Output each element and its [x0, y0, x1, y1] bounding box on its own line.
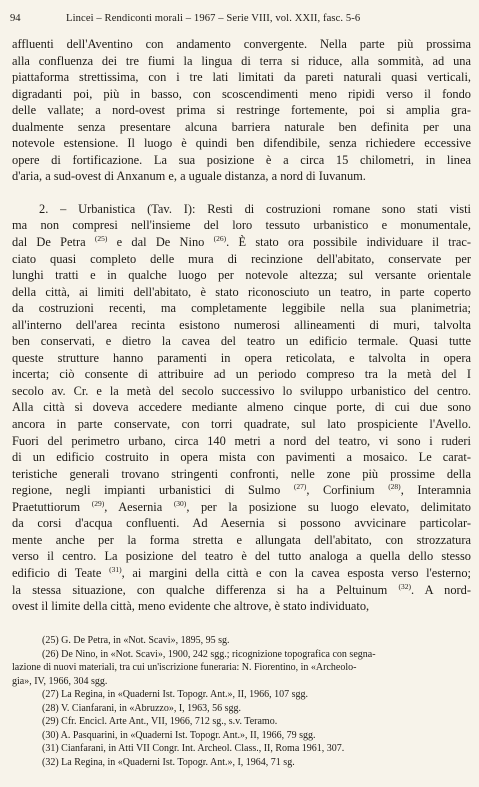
text-line	[12, 416, 471, 433]
footnote-reference: (26)	[213, 234, 227, 243]
text-line	[12, 399, 471, 416]
page-number: 94	[10, 13, 21, 24]
text-run: ovest il limite della città, meno evidente che altrove, è stato individuato,	[12, 599, 370, 614]
text-line	[12, 582, 471, 599]
text-run: 2. – Urbanistica (Tav. I): Resti di costruzioni romane sono stati visti	[39, 201, 471, 216]
text-line: affluenti dell'Aventino con andamento convergente. Nella parte più prossima	[12, 37, 471, 51]
footnote-line: (29) Cfr. Encicl. Arte Ant., VII, 1966, 712 sg., s.v. Teramo.	[42, 716, 278, 728]
text-run: Fuori del perimetro urbano, circa 140 metri a nord del teatro, vi sono i ruderi	[12, 433, 471, 448]
text-line	[12, 267, 471, 284]
text-run: Alla città si doveva accedere mediante almeno cinque porte, di cui due sono	[12, 400, 471, 415]
text-run: . È stato ora possibile individuare il trac-	[226, 235, 471, 250]
text-run: edificio di Teate	[12, 565, 110, 580]
text-line	[12, 548, 471, 565]
footnote-reference: (25)	[94, 234, 108, 243]
running-title: Lincei – Rendiconti morali – 1967 – Serie VIII, vol. XXII, fasc. 5-6	[66, 13, 361, 24]
text-line	[12, 499, 471, 516]
text-line	[12, 515, 471, 532]
text-run: teristiche generali trovano stringenti confronti, nelle zone più prossime della	[12, 466, 471, 481]
running-header	[10, 13, 472, 27]
text-line	[12, 251, 471, 268]
text-run: ben conservati, e dietro la cavea del teatro un edificio termale. Quasi tutte	[12, 334, 471, 349]
footnote-reference: (31)	[109, 564, 122, 574]
footnote-line: (25) G. De Petra, in «Not. Scavi», 1895, 95 sg.	[42, 635, 230, 646]
text-run: ciato quasi completo delle mura di recinzione dell'abitato, conservate per	[12, 251, 471, 266]
body-text	[12, 36, 471, 615]
text-line	[12, 433, 471, 450]
text-line: digradanti poi, più in basso, con scoscendimenti meno ripidi verso il fondo	[12, 86, 471, 101]
text-line	[12, 482, 471, 499]
footnote-reference: (28)	[388, 482, 401, 492]
footnotes	[12, 634, 471, 769]
text-line: notevole estensione. Il luogo è quindi ben difendibile, senza richiedere eccessive	[12, 136, 471, 151]
text-line	[12, 449, 471, 466]
footnote-line: lazione di nuovi materiali, tra cui un'iscrizione funeraria: N. Fiorentino, in «Archeolo-	[12, 662, 357, 674]
text-line	[12, 217, 471, 234]
text-run: incerta; ciò consente di attribuire ad un periodo compreso tra la metà del I	[12, 367, 471, 382]
text-line: d'aria, a sud-ovest di Anxanum e, a uguale distanza, a nord di Iuvanum.	[12, 169, 366, 184]
text-line	[12, 201, 471, 218]
text-run: di un edificio costruito in opera mista con pavimenti a mosaico. Le carat-	[12, 450, 471, 465]
text-line	[12, 532, 471, 549]
footnote-line: (26) De Nino, in «Not. Scavi», 1900, 242 sgg.; ricognizione topografica con segna-	[42, 648, 376, 660]
text-line: dualmente senza presentare alcuna barriera naturale ben definita per una	[12, 119, 471, 134]
text-run: , ai margini della città e con la cavea esposta verso l'esterno;	[121, 565, 471, 580]
text-line	[12, 565, 471, 582]
text-run: della città, ai limiti dell'abitato, è stato riconosciuto un teatro, in parte coperto	[12, 284, 471, 299]
footnote-reference: (29)	[91, 498, 105, 508]
text-run: e dal De Nino	[107, 235, 214, 250]
text-run: lunghi tratti e in qualche luogo per notevole altezza; sul versante orientale	[12, 268, 471, 283]
text-line	[12, 333, 471, 350]
text-run: , Interamnia	[400, 483, 471, 498]
footnote-line: (32) La Regina, in «Quaderni Ist. Topogr. Ant.», I, 1964, 71 sg.	[42, 756, 295, 768]
footnote-reference: (27)	[293, 482, 307, 492]
footnote-reference: (30)	[173, 498, 187, 508]
text-run: all'interno dell'area recinta esistono numerosi allineamenti di muri, talvolta	[12, 317, 471, 332]
paragraph-gap	[12, 185, 471, 201]
text-line: piattaforma strettissima, con i tre lati limitati da pareti naturali quasi verticali,	[12, 70, 471, 85]
text-line	[12, 598, 471, 615]
text-run: . A nord-	[410, 582, 471, 597]
text-line	[12, 383, 471, 400]
footnote-reference: (32)	[398, 581, 411, 591]
text-run: Praetuttiorum	[12, 499, 92, 514]
text-run: regione, negli impianti urbanistici di Sulmo	[12, 483, 294, 498]
text-line	[12, 466, 471, 483]
text-line: alla confluenza dei tre fiumi la lingua di terra si riduce, alla sommità, ad una	[12, 53, 471, 68]
text-run: la stessa situazione, con qualche differenza si ha a Peltuinum	[12, 582, 399, 597]
text-run: ma non compresi nell'insieme del loro tessuto urbanistico e monumentale,	[12, 218, 471, 233]
text-run: secolo av. Cr. e la metà del secolo successivo lo sviluppo urbanistico del centro.	[12, 383, 471, 398]
footnote-line: (31) Cianfarani, in Atti VII Congr. Int. Archeol. Class., II, Roma 1961, 307.	[42, 743, 345, 755]
text-run: mente anche per la forma stretta e allungata dell'abitato, con strozzatura	[12, 532, 471, 547]
footnote-line: gia», IV, 1966, 304 sgg.	[12, 675, 108, 687]
text-line	[12, 234, 471, 251]
text-run: dal De Petra	[12, 235, 95, 250]
text-run: queste strutture hanno paramenti in opera reticolata, e talvolta in opera	[12, 350, 471, 365]
paragraph-1	[12, 36, 471, 185]
text-line	[12, 300, 471, 317]
text-run: verso il centro. La posizione del teatro è del tutto analoga a quella dello stesso	[12, 549, 471, 564]
text-run: da costruzioni recenti, ma completamente leggibile nella sua planimetria;	[12, 301, 471, 316]
footnote-line: (27) La Regina, in «Quaderni Ist. Topogr. Ant.», II, 1966, 107 sgg.	[42, 689, 309, 701]
footnote-line: (28) V. Cianfarani, in «Abruzzo», I, 1963, 56 sgg.	[42, 702, 242, 714]
text-line: opere di fortificazione. La sua posizione è a circa 15 chilometri, in linea	[12, 152, 471, 167]
paragraph-2	[12, 201, 471, 615]
footnote-line: (30) A. Pasquarini, in «Quaderni Ist. Topogr. Ant.», II, 1966, 79 sgg.	[42, 729, 316, 741]
text-run: , Aesernia	[104, 499, 174, 514]
text-line	[12, 350, 471, 367]
text-line: delle vallate; a nord-ovest prima si restringe fortemente, poi si amplia gra-	[12, 103, 471, 118]
text-line	[12, 284, 471, 301]
text-line	[12, 317, 471, 334]
text-run: ancora in parte conservate, con torri quadrate, sul lato prospiciente l'Avello.	[12, 417, 471, 432]
text-run: da corsi d'acqua confluenti. Ad Aesernia si possono avvicinare particolar-	[12, 516, 471, 531]
text-run: , per la posizione su luogo elevato, delimitato	[186, 499, 471, 514]
text-run: , Corfinium	[306, 483, 389, 498]
text-line	[12, 366, 471, 383]
